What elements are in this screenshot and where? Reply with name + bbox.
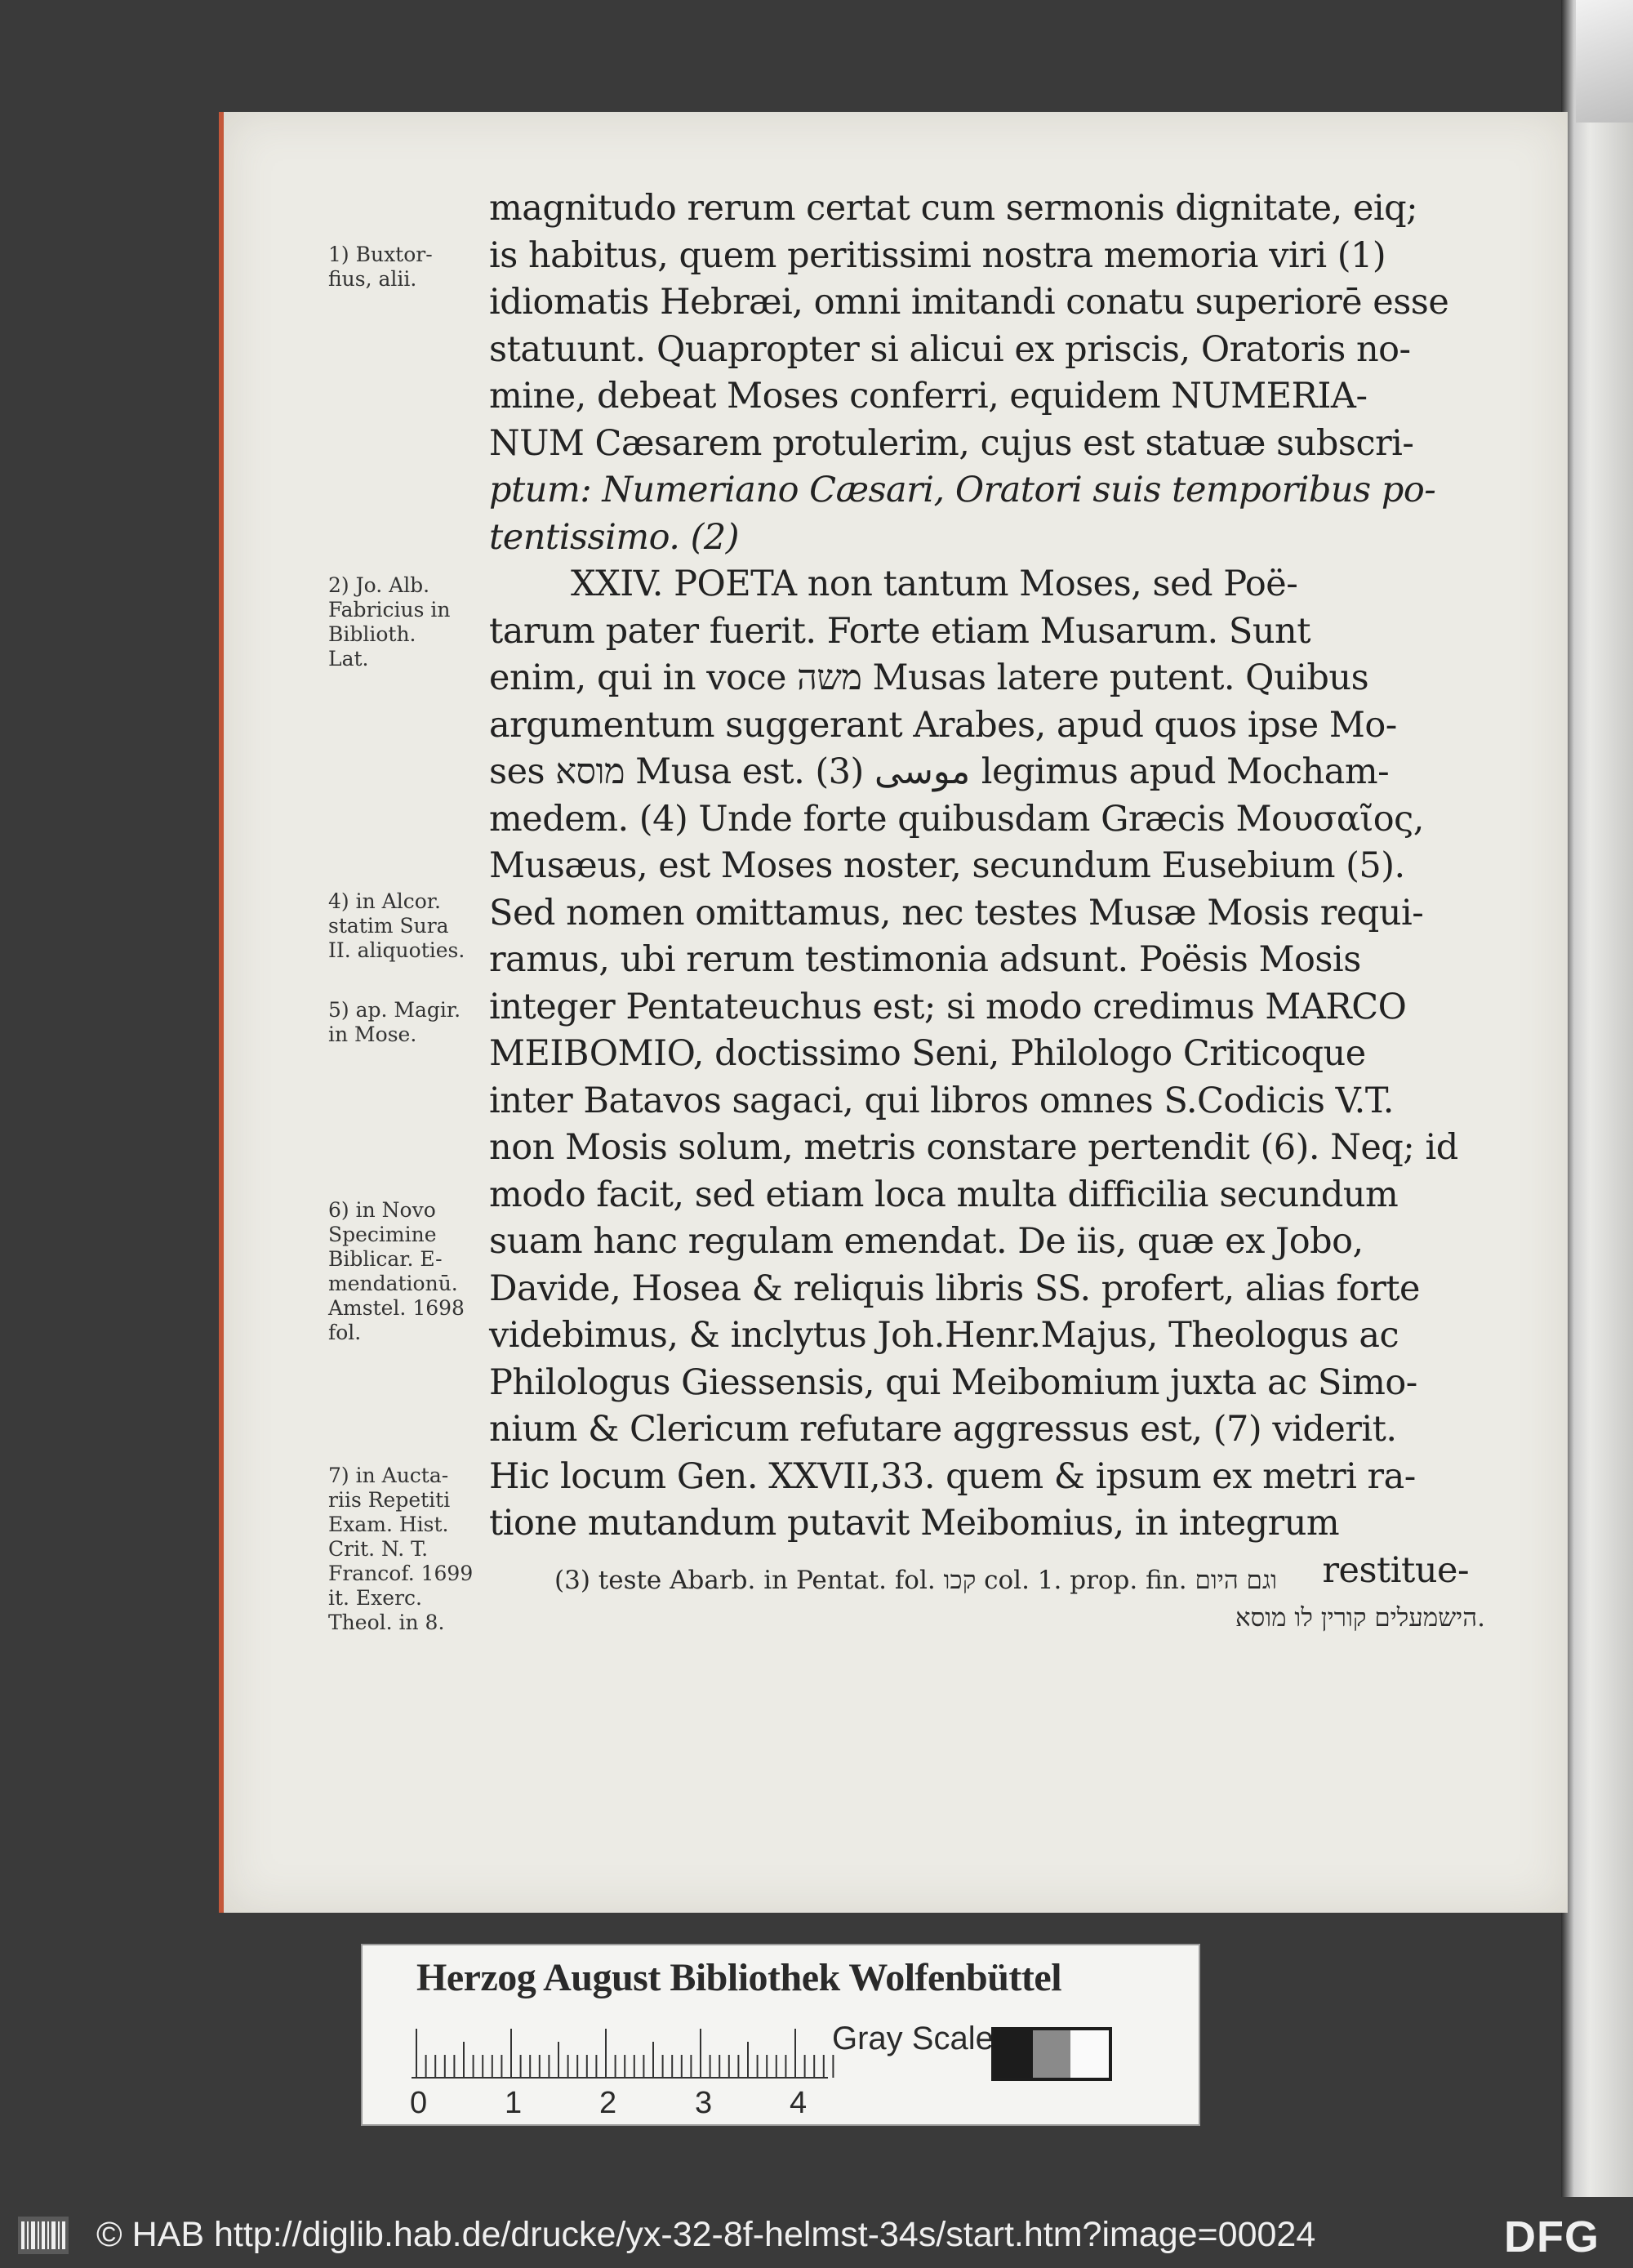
margin-note: 2) Jo. Alb. Fabricius in Biblioth. Lat. (328, 573, 451, 671)
ruler-label: 3 (695, 2086, 713, 2120)
text-line: integer Pentateuchus est; si modo credimus MARCO (489, 986, 1407, 1027)
text-line: idiomatis Hebræi, omni imitandi conatu superiorē esse (489, 282, 1449, 323)
text-line: argumentum suggerant Arabes, apud quos ipse Mo- (489, 704, 1397, 746)
book-edge (1561, 0, 1633, 2197)
footnote-line: הישמעלים קורין לו מוסא. (1235, 1603, 1485, 1633)
text-line: tione mutandum putavit Meibomius, in integrum (489, 1503, 1340, 1544)
text-line: Hic locum Gen. XXVII,33. quem & ipsum ex metri ra- (489, 1455, 1416, 1497)
margin-note: 1) Buxtor- fius, alii. (328, 243, 433, 291)
text-line: enim, qui in voce משה Musas latere putent. Quibus (489, 657, 1369, 698)
text-line: Davide, Hosea & reliquis libris SS. profert, alias forte (489, 1268, 1420, 1309)
text-line: magnitudo rerum certat cum sermonis dignitate, eiq; (489, 188, 1418, 229)
text-line: tentissimo. (2) (489, 516, 739, 558)
margin-note: 6) in Novo Specimine Biblicar. E- mendationū. Amstel. 1698 fol. (328, 1198, 465, 1344)
dfg-logo: DFG (1504, 2212, 1600, 2261)
text-line: MEIBOMIO, doctissimo Seni, Philologo Criticoque (489, 1033, 1366, 1074)
ruler-label: 2 (599, 2086, 617, 2120)
footer-bar (0, 2205, 1633, 2268)
text-line: medem. (4) Unde forte quibusdam Græcis Μουσαῖος, (489, 798, 1424, 840)
grayscale-label: Gray Scale (832, 2021, 994, 2056)
ruler-label: 4 (790, 2086, 808, 2120)
text-line: Musæus, est Moses noster, secundum Eusebium (5). (489, 845, 1405, 886)
margin-note: 4) in Alcor. statim Sura II. aliquoties. (328, 889, 465, 962)
body-text (489, 185, 1469, 1594)
text-line: ptum: Numeriano Cæsari, Oratori suis temporibus po- (489, 470, 1436, 510)
text-line: tarum pater fuerit. Forte etiam Musarum. Sunt (489, 610, 1310, 652)
page-fold (1576, 0, 1633, 123)
copyright-link[interactable]: © HAB http://diglib.hab.de/drucke/yx-32-8f-helmst-34s/start.htm?image=00024 (96, 2215, 1316, 2254)
text-line: videbimus, & inclytus Joh.Henr.Majus, Theologus ac (489, 1315, 1399, 1356)
text-line: ses מוסא Musa est. (3) موسى legimus apud Mocham- (489, 751, 1390, 792)
ruler-label: 1 (505, 2086, 523, 2120)
swatch-black (994, 2030, 1033, 2078)
catchword: restitue- (1322, 1549, 1469, 1591)
swatch-gray (1033, 2030, 1071, 2078)
barcode-icon (18, 2217, 69, 2254)
margin-note: 7) in Aucta- riis Repetiti Exam. Hist. Crit. N. T. Francof. 1699 it. Exerc. Theol. in 8. (328, 1464, 474, 1634)
grayscale-swatches (991, 2027, 1112, 2081)
ruler-label: 0 (410, 2086, 428, 2120)
text-line: Philologus Giessensis, qui Meibomium juxta ac Simo- (489, 1361, 1417, 1403)
text-line: inter Batavos sagaci, qui libros omnes S.Codicis V.T. (489, 1080, 1394, 1121)
text-line: modo facit, sed etiam loca multa difficilia secundum (489, 1174, 1399, 1215)
scanned-page (219, 112, 1568, 1913)
text-line: ramus, ubi rerum testimonia adsunt. Poësis Mosis (489, 939, 1361, 980)
margin-note: 5) ap. Magir. in Mose. (328, 998, 461, 1046)
card-title: Herzog August Bibliothek Wolfenbüttel (416, 1956, 1062, 1999)
text-line: Sed nomen omittamus, nec testes Musæ Mosis requi- (489, 892, 1424, 933)
text-line: mine, debeat Moses conferri, equidem NUMERIA- (489, 376, 1368, 417)
text-line: statuunt. Quapropter si alicui ex priscis, Oratoris no- (489, 328, 1411, 370)
text-line: NUM Cæsarem protulerim, cujus est statuæ subscri- (489, 422, 1414, 464)
text-line: suam hanc regulam emendat. De iis, quæ ex Jobo, (489, 1221, 1364, 1262)
footnote-line: (3) teste Abarb. in Pentat. fol. קכו col. 1. prop. fin. וגם היום (554, 1566, 1278, 1595)
text-line: is habitus, quem peritissimi nostra memoria viri (1) (489, 234, 1386, 276)
color-reference-card (361, 1944, 1200, 2126)
footnote (554, 1562, 1518, 1637)
text-line: non Mosis solum, metris constare pertendit (6). Neq; id (489, 1127, 1458, 1168)
section-heading-line: XXIV. POETA non tantum Moses, sed Poë- (571, 564, 1298, 604)
text-line: nium & Clericum refutare aggressus est, (7) viderit. (489, 1409, 1397, 1450)
ruler (412, 2024, 836, 2081)
ruler-ticks (412, 2024, 836, 2081)
swatch-white (1070, 2030, 1109, 2078)
